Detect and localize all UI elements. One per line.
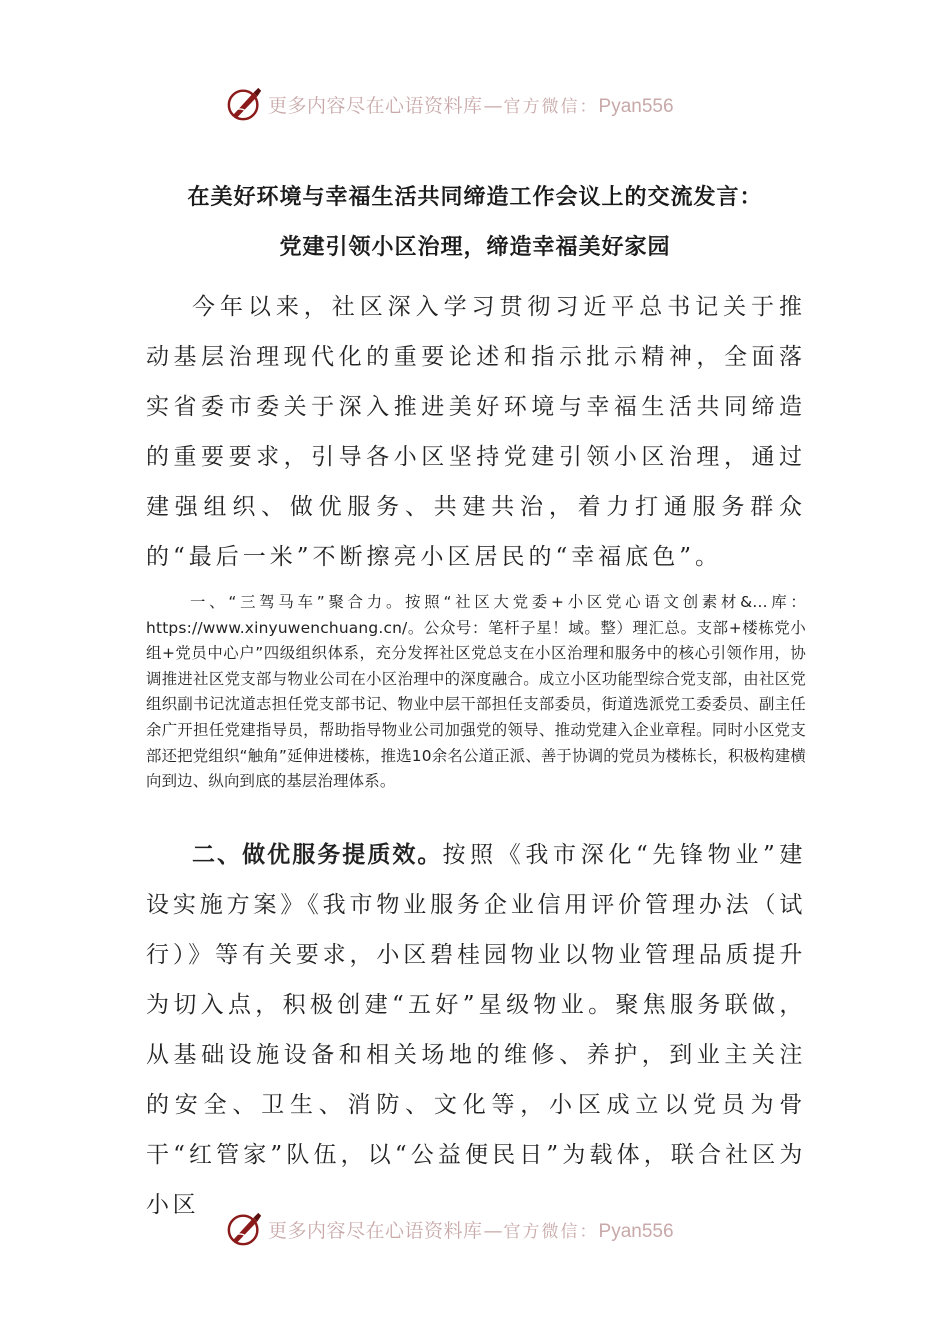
header-site-name: 更多内容尽在心语资料库 — [268, 94, 483, 117]
footer-banner — [226, 1207, 674, 1251]
pen-logo-icon — [226, 85, 264, 123]
section-2-body: 按照《我市深化“先锋物业”建设实施方案》《我市物业服务企业信用评价管理办法（试行）》等有关要求，小区碧桂园物业以物业管理品质提升为切入点，积极创建“五好”星级物业。聚焦服务联做，从基础设施设备和相关场地的维修、养护，到业主关注的安全、卫生、消防、文化等，小区成立以党员为骨干“红管家”队伍，以“公益便民日”为载体，联合社区为小区 — [146, 842, 806, 1218]
header-dash: — — [483, 94, 503, 117]
document-title-line-2: 党建引领小区治理，缔造幸福美好家园 — [279, 235, 671, 260]
document-title-line-1: 在美好环境与幸福生活共同缔造工作会议上的交流发言： — [187, 185, 763, 210]
footer-site-name: 更多内容尽在心语资料库 — [268, 1219, 483, 1242]
section-2-heading: 二、做优服务提质效。 — [192, 842, 443, 868]
section-1-paragraph: 一、“三驾马车”聚合力。按照“社区大党委+小区党心语文创素材&...库：https://www.xinyuwenchuang.cn/。公众号：笔杆子星！域。整）理汇总。支部+楼栋党小组+党员中心户”四级组织体系，充分发挥社区党总支在小区治理和服务中的核心引领作用，协调推进社区党支部与物业公司在小区治理中的深度融合。成立小区功能型综合党支部，由社区党组织副书记沈道志担任党支部书记、物业中层干部担任支部委员，街道选派党工委委员、副主任余广开担任党建指导员，帮助指导物业公司加强党的领导、推动党建入企业章程。同时小区党支部还把党组织“触角”延伸进楼栋，推选10余名公道正派、善于协调的党员为楼栋长，积极构建横向到边、纵向到底的基层治理体系。 — [146, 593, 806, 791]
intro-paragraph: 今年以来，社区深入学习贯彻习近平总书记关于推动基层治理现代化的重要论述和指示批示精神，全面落实省委市委关于深入推进美好环境与幸福生活共同缔造的重要要求，引导各小区坚持党建引领小区治理，通过建强组织、做优服务、共建共治，着力打通服务群众的“最后一米”不断擦亮小区居民的“幸福底色”。 — [146, 294, 806, 570]
footer-account-id: Pyan556 — [598, 1220, 674, 1242]
pen-logo-icon — [226, 1210, 264, 1248]
header-official-label: 官方微信： — [503, 96, 599, 117]
header-account-id: Pyan556 — [598, 95, 674, 117]
header-banner — [226, 82, 674, 126]
section-2-paragraph — [146, 830, 806, 1230]
footer-dash: — — [483, 1219, 503, 1242]
footer-official-label: 官方微信： — [503, 1221, 599, 1242]
